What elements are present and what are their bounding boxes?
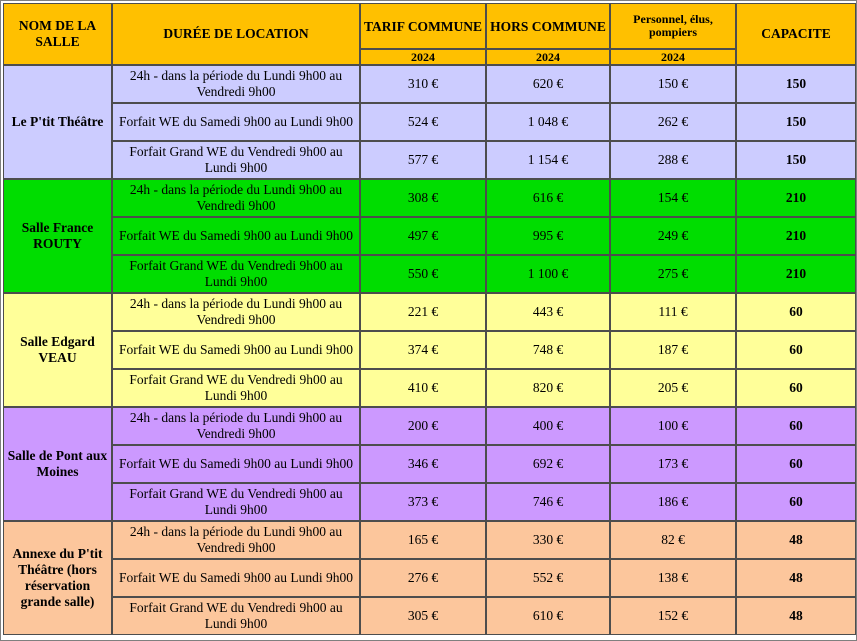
hors-commune-cell: 610 € <box>486 597 610 635</box>
tarif-commune-cell: 410 € <box>360 369 486 407</box>
capacity-cell: 48 <box>736 559 856 597</box>
table-row <box>3 369 856 407</box>
personnel-cell: 150 € <box>610 65 736 103</box>
duration-cell: Forfait WE du Samedi 9h00 au Lundi 9h00 <box>112 559 360 597</box>
capacity-cell: 48 <box>736 597 856 635</box>
capacity-cell: 150 <box>736 103 856 141</box>
capacity-cell: 60 <box>736 293 856 331</box>
tarif-commune-cell: 346 € <box>360 445 486 483</box>
tarif-commune-cell: 524 € <box>360 103 486 141</box>
duration-cell: 24h - dans la période du Lundi 9h00 au Vendredi 9h00 <box>112 65 360 103</box>
header-tarif-commune: TARIF COMMUNE <box>360 3 486 49</box>
duration-cell: Forfait Grand WE du Vendredi 9h00 au Lundi 9h00 <box>112 255 360 293</box>
duration-cell: 24h - dans la période du Lundi 9h00 au Vendredi 9h00 <box>112 521 360 559</box>
capacity-cell: 48 <box>736 521 856 559</box>
hors-commune-cell: 616 € <box>486 179 610 217</box>
capacity-cell: 150 <box>736 65 856 103</box>
table-row <box>3 141 856 179</box>
capacity-cell: 210 <box>736 217 856 255</box>
header-capacite: CAPACITE <box>736 3 856 65</box>
tarif-commune-cell: 221 € <box>360 293 486 331</box>
hors-commune-cell: 1 100 € <box>486 255 610 293</box>
capacity-cell: 210 <box>736 255 856 293</box>
capacity-cell: 60 <box>736 369 856 407</box>
table-row <box>3 331 856 369</box>
personnel-cell: 82 € <box>610 521 736 559</box>
hors-commune-cell: 820 € <box>486 369 610 407</box>
hors-commune-cell: 552 € <box>486 559 610 597</box>
table-row <box>3 483 856 521</box>
table-row <box>3 179 856 217</box>
header-personnel: Personnel, élus, pompiers <box>610 3 736 49</box>
table-row <box>3 217 856 255</box>
header-year-personnel: 2024 <box>610 49 736 65</box>
table-row <box>3 293 856 331</box>
table-row <box>3 65 856 103</box>
duration-cell: 24h - dans la période du Lundi 9h00 au Vendredi 9h00 <box>112 293 360 331</box>
hors-commune-cell: 1 048 € <box>486 103 610 141</box>
hors-commune-cell: 1 154 € <box>486 141 610 179</box>
room-name: Salle France ROUTY <box>3 179 112 293</box>
table-row <box>3 559 856 597</box>
table-row <box>3 597 856 635</box>
table-row <box>3 103 856 141</box>
pricing-body <box>3 65 856 635</box>
table-row <box>3 521 856 559</box>
tarif-commune-cell: 550 € <box>360 255 486 293</box>
room-name: Salle Edgard VEAU <box>3 293 112 407</box>
header-duree: DURÉE DE LOCATION <box>112 3 360 65</box>
duration-cell: 24h - dans la période du Lundi 9h00 au Vendredi 9h00 <box>112 179 360 217</box>
tarif-commune-cell: 497 € <box>360 217 486 255</box>
duration-cell: Forfait WE du Samedi 9h00 au Lundi 9h00 <box>112 217 360 255</box>
tarif-commune-cell: 200 € <box>360 407 486 445</box>
personnel-cell: 152 € <box>610 597 736 635</box>
hors-commune-cell: 746 € <box>486 483 610 521</box>
duration-cell: Forfait Grand WE du Vendredi 9h00 au Lundi 9h00 <box>112 483 360 521</box>
table-row <box>3 255 856 293</box>
duration-cell: 24h - dans la période du Lundi 9h00 au Vendredi 9h00 <box>112 407 360 445</box>
personnel-cell: 249 € <box>610 217 736 255</box>
personnel-cell: 288 € <box>610 141 736 179</box>
hors-commune-cell: 692 € <box>486 445 610 483</box>
capacity-cell: 60 <box>736 445 856 483</box>
capacity-cell: 60 <box>736 331 856 369</box>
hors-commune-cell: 748 € <box>486 331 610 369</box>
table-row <box>3 407 856 445</box>
header-year-hors: 2024 <box>486 49 610 65</box>
hors-commune-cell: 620 € <box>486 65 610 103</box>
personnel-cell: 111 € <box>610 293 736 331</box>
tarif-commune-cell: 165 € <box>360 521 486 559</box>
capacity-cell: 210 <box>736 179 856 217</box>
hors-commune-cell: 400 € <box>486 407 610 445</box>
room-name: Salle de Pont aux Moines <box>3 407 112 521</box>
tarif-commune-cell: 305 € <box>360 597 486 635</box>
personnel-cell: 173 € <box>610 445 736 483</box>
capacity-cell: 150 <box>736 141 856 179</box>
room-name: Annexe du P'tit Théâtre (hors réservation grande salle) <box>3 521 112 635</box>
tarif-commune-cell: 374 € <box>360 331 486 369</box>
personnel-cell: 186 € <box>610 483 736 521</box>
tarif-commune-cell: 373 € <box>360 483 486 521</box>
personnel-cell: 187 € <box>610 331 736 369</box>
personnel-cell: 138 € <box>610 559 736 597</box>
duration-cell: Forfait Grand WE du Vendredi 9h00 au Lundi 9h00 <box>112 369 360 407</box>
duration-cell: Forfait Grand WE du Vendredi 9h00 au Lundi 9h00 <box>112 597 360 635</box>
duration-cell: Forfait WE du Samedi 9h00 au Lundi 9h00 <box>112 103 360 141</box>
personnel-cell: 275 € <box>610 255 736 293</box>
header-year-tarif: 2024 <box>360 49 486 65</box>
tarif-commune-cell: 577 € <box>360 141 486 179</box>
duration-cell: Forfait WE du Samedi 9h00 au Lundi 9h00 <box>112 331 360 369</box>
tarif-commune-cell: 310 € <box>360 65 486 103</box>
tarif-commune-cell: 308 € <box>360 179 486 217</box>
capacity-cell: 60 <box>736 483 856 521</box>
table-row <box>3 445 856 483</box>
personnel-cell: 205 € <box>610 369 736 407</box>
header-salle: NOM DE LA SALLE <box>3 3 112 65</box>
hors-commune-cell: 443 € <box>486 293 610 331</box>
hors-commune-cell: 330 € <box>486 521 610 559</box>
capacity-cell: 60 <box>736 407 856 445</box>
personnel-cell: 262 € <box>610 103 736 141</box>
duration-cell: Forfait Grand WE du Vendredi 9h00 au Lundi 9h00 <box>112 141 360 179</box>
personnel-cell: 154 € <box>610 179 736 217</box>
hors-commune-cell: 995 € <box>486 217 610 255</box>
personnel-cell: 100 € <box>610 407 736 445</box>
room-name: Le P'tit Théâtre <box>3 65 112 179</box>
pricing-table <box>3 3 856 635</box>
duration-cell: Forfait WE du Samedi 9h00 au Lundi 9h00 <box>112 445 360 483</box>
header-hors-commune: HORS COMMUNE <box>486 3 610 49</box>
tarif-commune-cell: 276 € <box>360 559 486 597</box>
